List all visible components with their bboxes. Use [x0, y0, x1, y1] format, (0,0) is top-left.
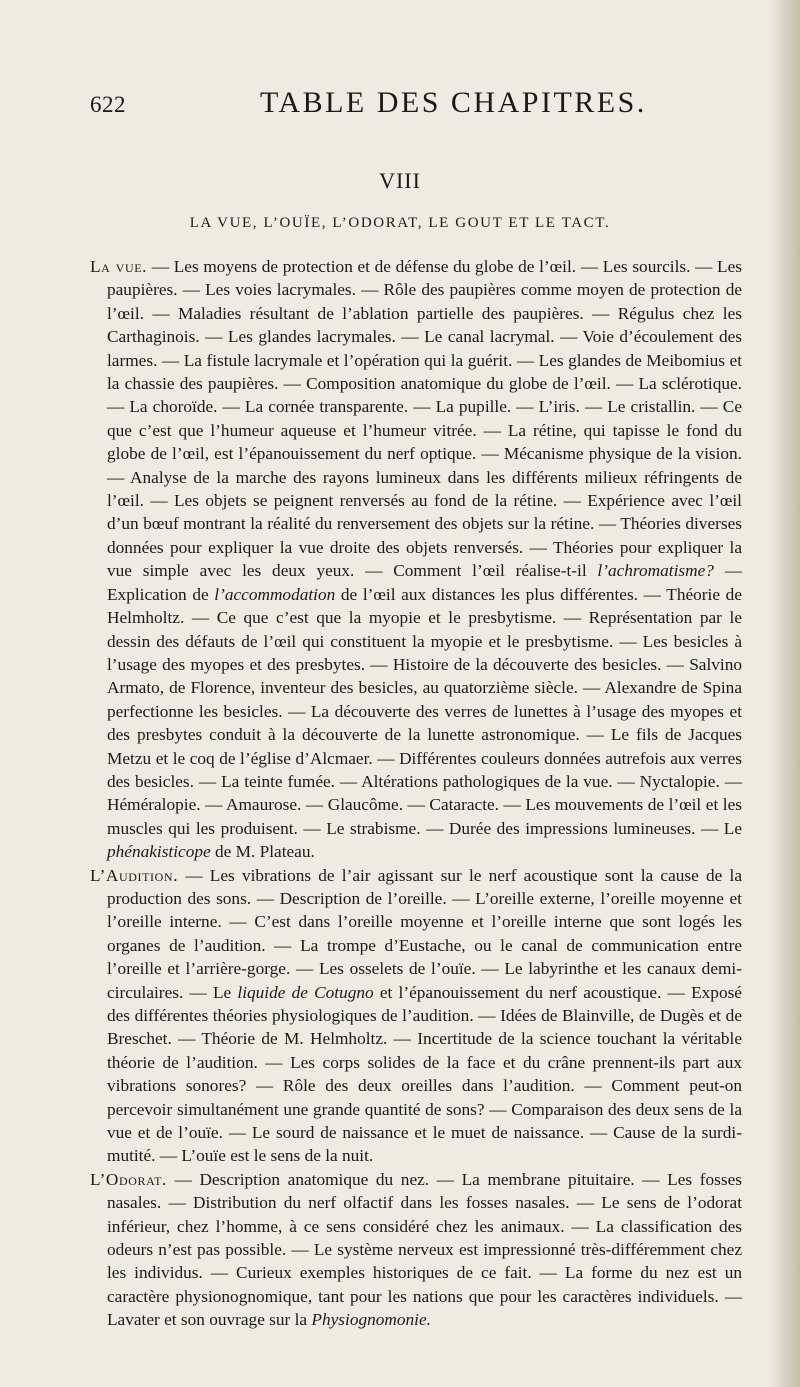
section-text: — Les vibrations de l’air agissant sur le nerf acoustique sont la cause de la production des sons. — Description de l’oreille. — L’oreille externe, l’oreille moyenne et l’oreille interne. — C’est dans l’oreille moyenne et l’oreille interne que sont logés les organes de l’audition. — La trompe d’Eustache, ou le canal de communication entre l’oreille et l’arrière-gorge. — Les osselets de l’ouïe. — Le labyrinthe et les canaux demi-circulaires. — Le — [107, 865, 742, 1002]
chapter-number: VIII — [379, 168, 421, 193]
table-of-contents-body — [90, 255, 742, 1332]
chapter-title: LA VUE, L’OUÏE, L’ODORAT, LE GOUT ET LE TACT. — [189, 215, 611, 231]
running-title: TABLE DES CHAPITRES. — [260, 86, 647, 119]
section-odorat — [90, 1168, 742, 1332]
italic-term: l’accommodation — [214, 584, 336, 604]
page-number: 622 — [90, 92, 126, 117]
section-text: — Description anatomique du nez. — La membrane pituitaire. — Les fosses nasales. — Distribution du nerf olfactif dans les fosses nasales. — Le sens de l’odorat inférieur, chez l’homme, à ce sens considéré chez les animaux. — La classification des odeurs n’est pas possible. — Le système nerveux est impressionné très-différemment chez les individus. — Curieux exemples historiques de ce fait. — La forme du nez est un caractère physionognomique, tant pour les nations que pour les caractères individuels. — Lavater et son ouvrage sur la — [107, 1169, 742, 1330]
section-text: — Les moyens de protection et de défense du globe de l’œil. — Les sourcils. — Les paupières. — Les voies lacrymales. — Rôle des paupières comme moyen de protection de l’œil. — Maladies résultant de l’ablation partielle des paupières. — Régulus chez les Carthaginois. — Les glandes lacrymales. — Le canal lacrymal. — Voie d’écoulement des larmes. — La fistule lacrymale et l’opération qui la guérit. — Les glandes de Meibomius et la chassie des paupières. — Composition anatomique du globe de l’œil. — La sclérotique. — La choroïde. — La cornée transparente. — La pupille. — L’iris. — Le cristallin. — Ce que c’est que l’humeur aqueuse et l’humeur vitrée. — La rétine, qui tapisse le fond du globe de l’œil, est l’épanouissement du nerf optique. — Mécanisme physique de la vision. — Analyse de la marche des rayons lumineux dans les différents milieux réfringents de l’œil. — Les objets se peignent renversés au fond de la rétine. — Expérience avec l’œil d’un bœuf montrant la réalité du renversement des objets sur la rétine. — Théories diverses données pour expliquer la vue droite des objets renversés. — Théories pour expliquer la vue simple avec les deux yeux. — Comment l’œil réalise-t-il — [107, 257, 742, 581]
italic-term: Physiognomonie. — [311, 1310, 431, 1330]
section-heading: L’Audition. — [90, 865, 179, 885]
section-la-vue — [90, 255, 742, 864]
section-heading: La vue. — [90, 257, 148, 276]
running-head — [90, 86, 740, 122]
italic-term: liquide de Cotugno — [237, 982, 374, 1002]
section-text: de M. Plateau. — [210, 842, 315, 862]
italic-term: l’achromatisme? — [597, 561, 714, 581]
section-text: — Explication de — [107, 561, 742, 604]
section-text: et l’épanouissement du nerf acoustique. — Exposé des différentes théories physiologiques de l’audition. — Idées de Blainville, de Dugès et de Breschet. — Théorie de M. Helmholtz. — Incertitude de la science touchant la véritable théorie de l’audition. — Les corps solides de la face et du crâne prennent-ils part aux vibrations sonores? — Rôle des deux oreilles dans l’audition. — Comment peut-on percevoir simultanément une grande quantité de sons? — Comparaison des deux sens de la vue et de l’ouïe. — Le sourd de naissance et le muet de naissance. — Cause de la surdi-mutité. — L’ouïe est le sens de la nuit. — [107, 982, 742, 1166]
section-heading: L’Odorat. — [90, 1169, 167, 1189]
section-audition — [90, 864, 742, 1168]
italic-term: phénakisticope — [107, 842, 211, 862]
section-text: de l’œil aux distances les plus différentes. — Théorie de Helmholtz. — Ce que c’est que la myopie et le presbytisme. — Représentation par le dessin des défauts de l’œil qui constituent la myopie et le presbytisme. — Les besicles à l’usage des myopes et des presbytes. — Histoire de la découverte des besicles. — Salvino Armato, de Florence, inventeur des besicles, au quatorzième siècle. — Alexandre de Spina perfectionne les besicles. — La découverte des verres de lunettes à l’usage des myopes et des presbytes conduit à la découverte de la lunette astronomique. — Le fils de Jacques Metzu et le coq de l’église d’Alcmaer. — Différentes couleurs données autrefois aux verres des besicles. — La teinte fumée. — Altérations pathologiques de la vue. — Nyctalopie. — Héméralopie. — Amaurose. — Glaucôme. — Cataracte. — Les mouvements de l’œil et les muscles qui les produisent. — Le strabisme. — Durée des impressions lumineuses. — Le — [107, 584, 742, 838]
